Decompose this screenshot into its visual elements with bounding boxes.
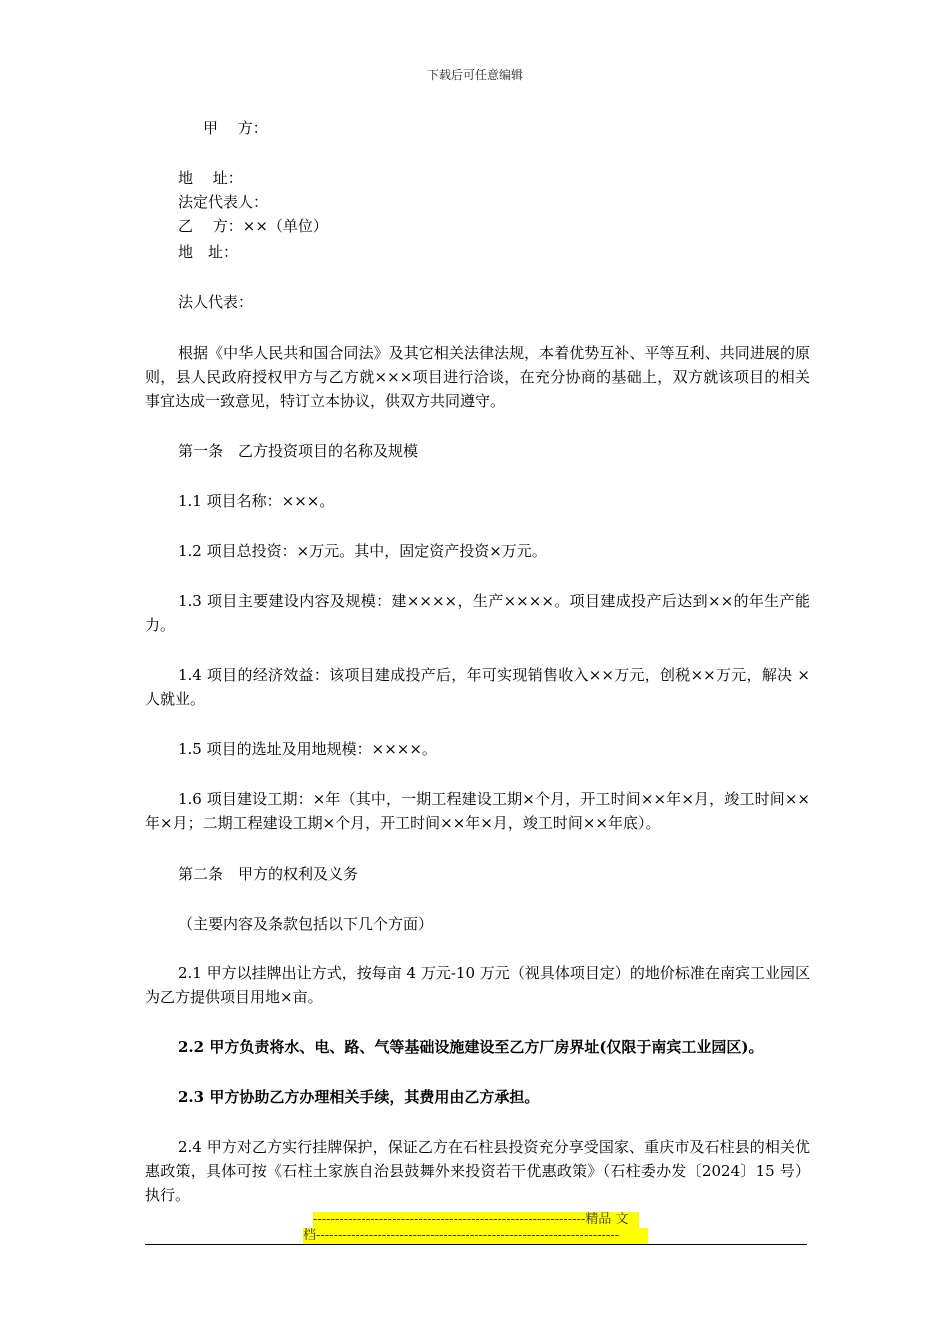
preamble-paragraph: 根据《中华人民共和国合同法》及其它相关法律法规，本着优势互补、平等互利、共同进展的原则，县人民政府授权甲方与乙方就×××项目进行洽谈，在充分协商的基础上，双方就该项目的相关事宜达成一致意见，特订立本协议，供双方共同遵守。 <box>145 344 810 410</box>
header-note: 下载后可任意编辑 <box>426 68 523 82</box>
clause-1-4: 1.4 项目的经济效益：该项目建成投产后，年可实现销售收入××万元，创税××万元，解决 × 人就业。 <box>145 666 810 708</box>
clause-1-3: 1.3 项目主要建设内容及规模：建××××，生产××××。项目建成投产后达到××的年生产能力。 <box>145 592 810 634</box>
clause-1-6: 1.6 项目建设工期：×年（其中，一期工程建设工期×个月，开工时间××年×月，竣工时间××年×月；二期工程建设工期×个月，开工时间××年×月，竣工时间××年底）。 <box>145 790 810 832</box>
article-1-title: 第一条 乙方投资项目的名称及规模 <box>178 442 419 460</box>
clause-2-4: 2.4 甲方对乙方实行挂牌保护，保证乙方在石柱县投资充分享受国家、重庆市及石柱县的相关优惠政策，具体可按《石柱土家族自治县鼓舞外来投资若干优惠政策》（石柱委办发〔2024〕15 号）执行。 <box>145 1138 810 1204</box>
footer-mark-line-2: 档--------------------------------------------------------------------- <box>303 1228 648 1244</box>
clause-1-5: 1.5 项目的选址及用地规模：××××。 <box>178 740 437 758</box>
clause-2-1: 2.1 甲方以挂牌出让方式，按每亩 4 万元-10 万元（视具体项目定）的地价标准在南宾工业园区为乙方提供项目用地×亩。 <box>145 964 810 1006</box>
article-2-title: 第二条 甲方的权利及义务 <box>178 865 359 883</box>
party-a-label: 甲 方： <box>203 119 268 137</box>
clause-2-3: 2.3 甲方协助乙方办理相关手续，其费用由乙方承担。 <box>178 1088 540 1106</box>
article-2-note: （主要内容及条款包括以下几个方面） <box>178 915 434 933</box>
party-b-label: 乙 方：××（单位） <box>178 217 328 235</box>
footer-mark-line-1: --------------------------------------------------------------精品 文 <box>313 1212 639 1228</box>
clause-1-2: 1.2 项目总投资：×万元。其中，固定资产投资×万元。 <box>178 542 547 560</box>
address-label-2: 地 址： <box>178 243 239 261</box>
corporate-representative-label: 法人代表： <box>178 293 254 311</box>
address-label-1: 地 址： <box>178 169 243 187</box>
clause-2-2: 2.2 甲方负责将水、电、路、气等基础设施建设至乙方厂房界址(仅限于南宾工业园区)。 <box>178 1038 764 1056</box>
legal-representative-label: 法定代表人： <box>178 193 269 211</box>
footer-divider <box>145 1244 807 1245</box>
clause-1-1: 1.1 项目名称：×××。 <box>178 492 335 510</box>
